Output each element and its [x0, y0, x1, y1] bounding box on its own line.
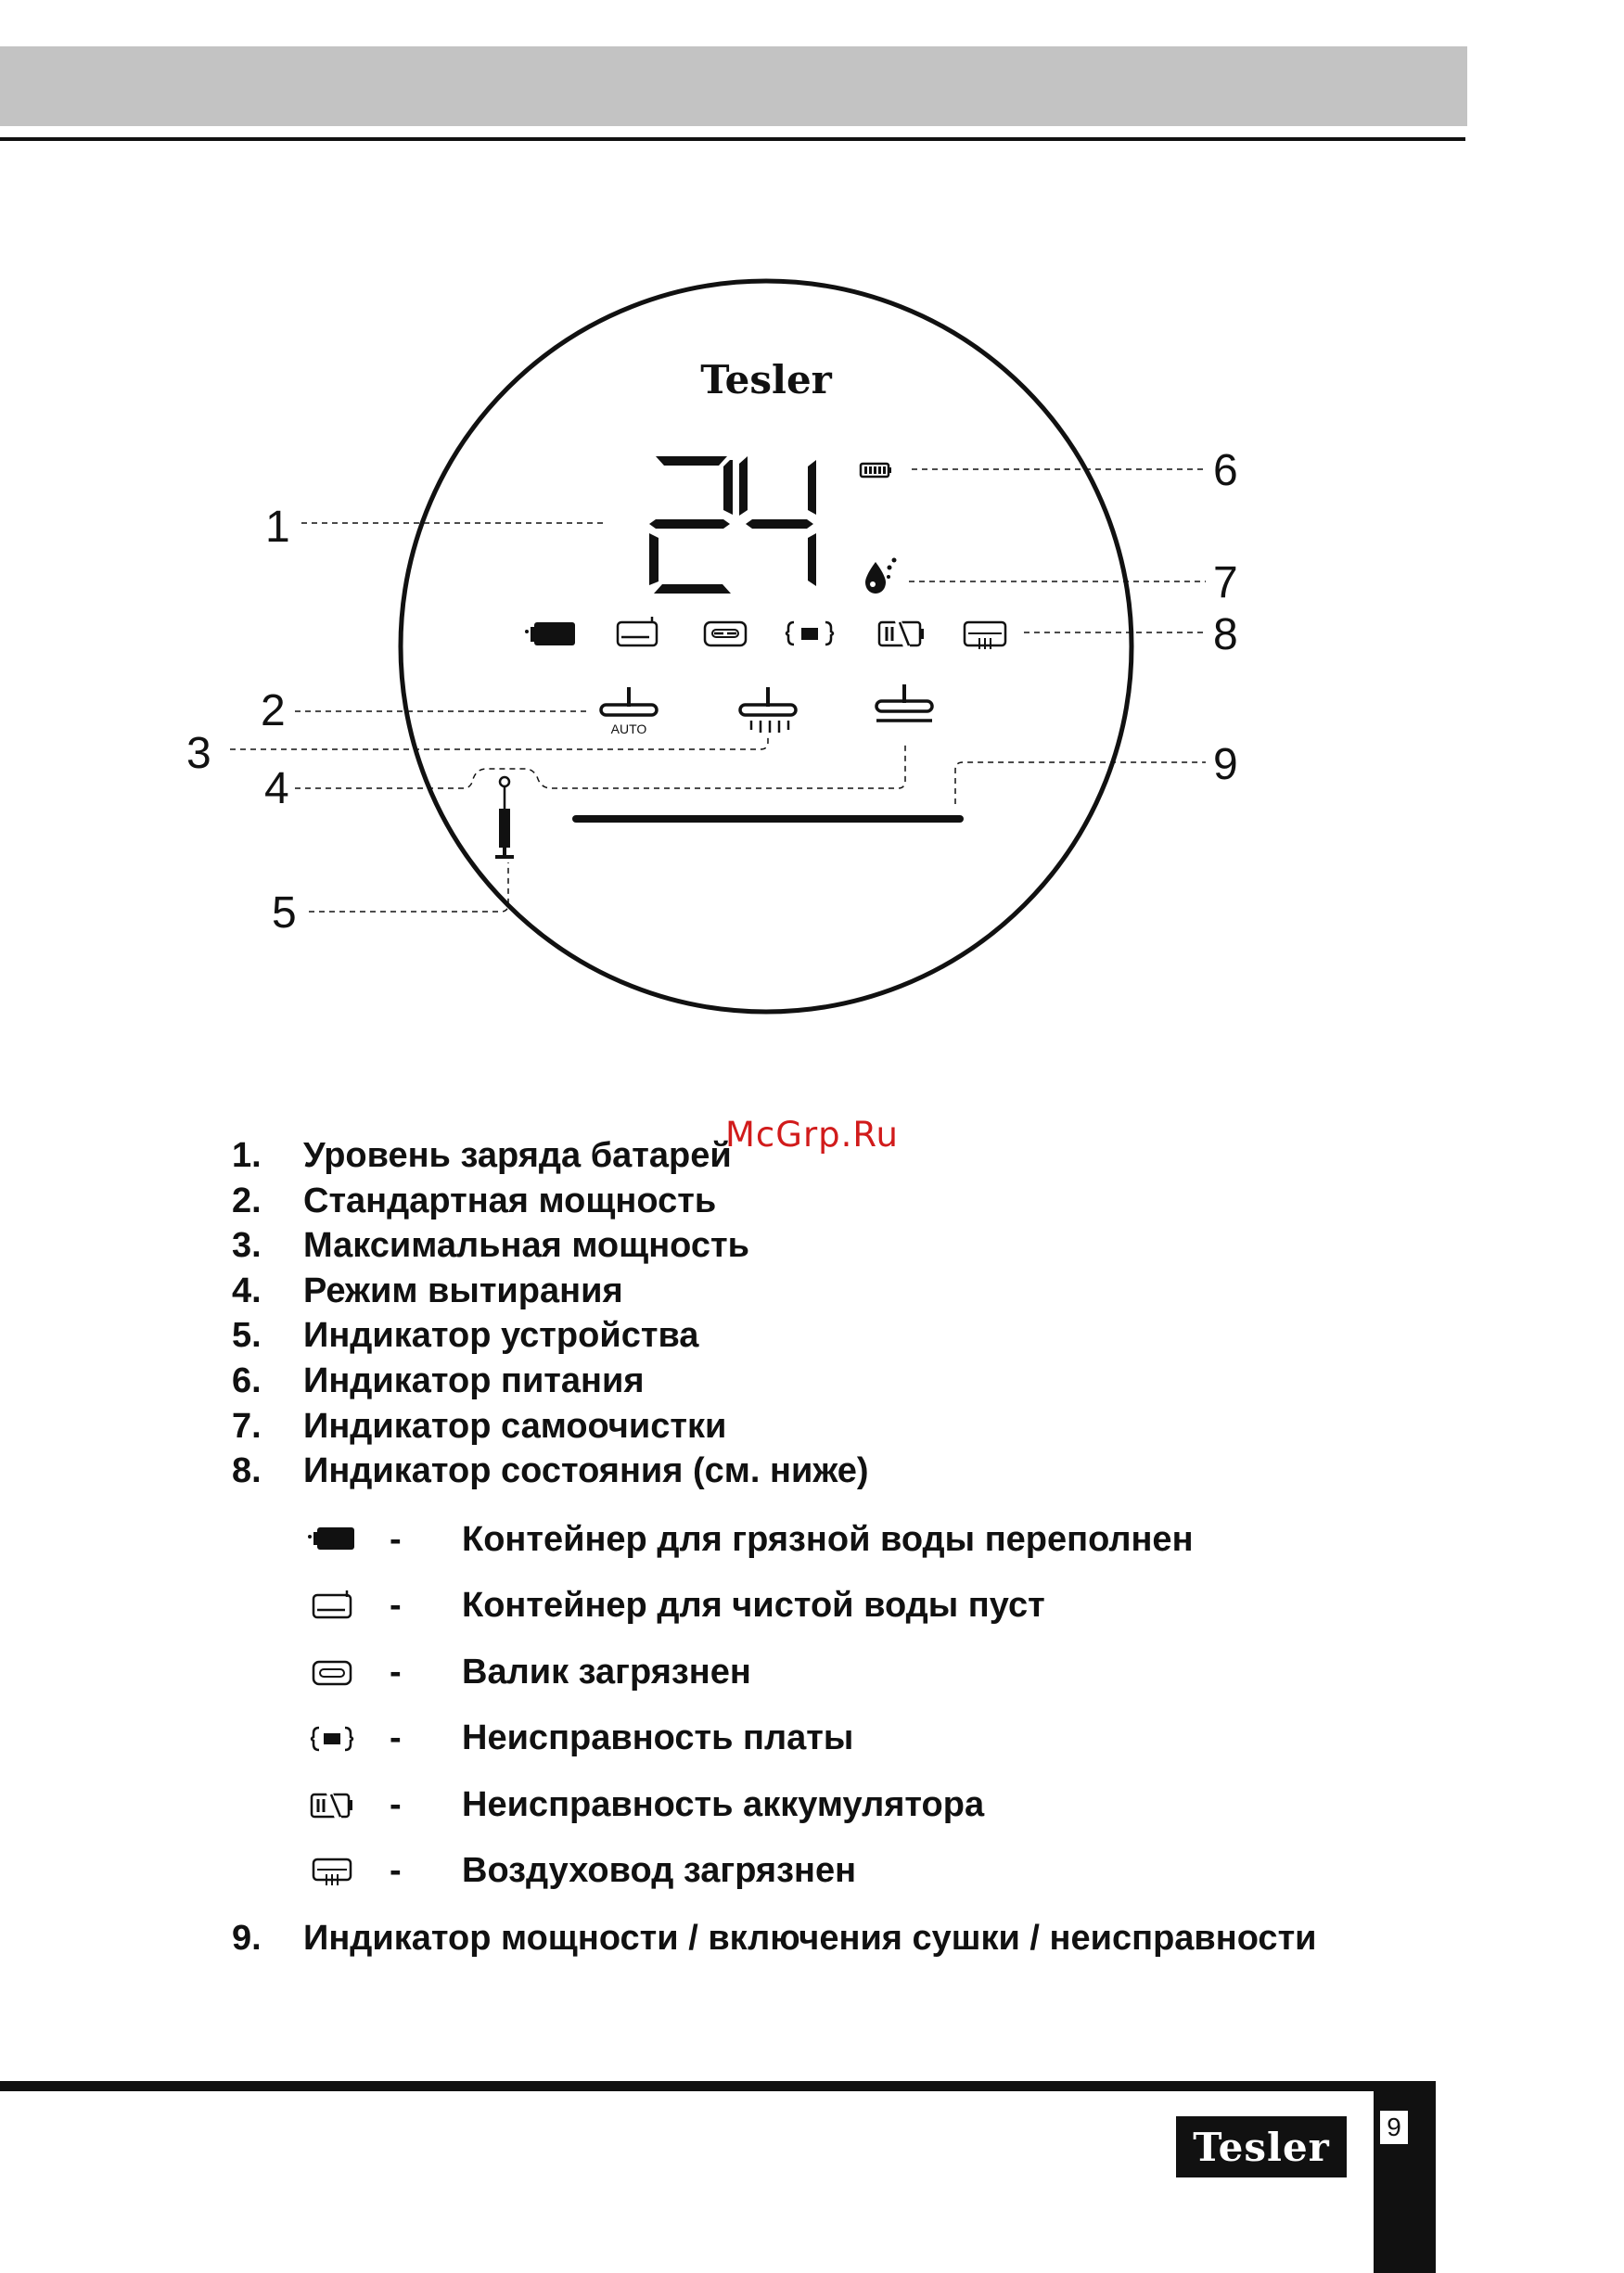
status-indicator-list [232, 1507, 1530, 1905]
panel-brand-logo: Tesler [700, 357, 832, 402]
battery-icon [861, 464, 891, 477]
clean-water-tank-empty-icon [304, 1590, 360, 1623]
battery-fault-icon [304, 1789, 360, 1822]
standard-power-icon [601, 687, 657, 715]
status-item: - Контейнер для чистой воды пуст [232, 1573, 1530, 1640]
roller-dirty-icon [705, 622, 746, 645]
dirty-water-tank-full-icon [525, 622, 575, 645]
air-duct-dirty-icon [304, 1855, 360, 1888]
page-number: 9 [1380, 2111, 1408, 2144]
callout-6: 6 [1213, 446, 1238, 495]
callout-9: 9 [1213, 740, 1238, 789]
board-fault-icon [304, 1722, 360, 1756]
status-item: - Неисправность платы [232, 1705, 1530, 1772]
dirty-water-tank-full-icon [304, 1524, 360, 1557]
list-item: 2. Стандартная мощность [232, 1181, 717, 1220]
callout-3: 3 [186, 729, 211, 778]
callout-8: 8 [1213, 610, 1238, 659]
callout-1: 1 [265, 503, 290, 552]
control-panel-diagram [0, 0, 1624, 1039]
roller-dirty-icon [304, 1656, 360, 1690]
clean-water-tank-empty-icon [618, 617, 657, 645]
board-fault-icon [786, 622, 833, 645]
list-item: 1. Уровень заряда батарей [232, 1136, 732, 1175]
mop-mode-icon [876, 684, 932, 721]
list-item: 5. Индикатор устройства [232, 1316, 699, 1356]
battery-level-display [649, 456, 816, 594]
status-item: - Контейнер для грязной воды переполнен [232, 1507, 1530, 1574]
self-clean-drop-icon [865, 558, 897, 594]
battery-fault-icon [879, 619, 924, 648]
list-item: 9. Индикатор мощности / включения сушки / неисправности [232, 1918, 1317, 1958]
footer-rule [0, 2081, 1436, 2091]
indicator-legend [232, 1133, 1530, 1960]
power-indicator-bar [572, 815, 964, 823]
list-item: 3. Максимальная мощность [232, 1226, 749, 1266]
callout-2: 2 [261, 686, 286, 735]
callout-5: 5 [272, 888, 297, 938]
device-indicator-icon [495, 777, 514, 859]
status-item: - Воздуховод загрязнен [232, 1838, 1530, 1905]
list-item: 4. Режим вытирания [232, 1271, 623, 1310]
callout-7: 7 [1213, 558, 1238, 607]
status-item: - Неисправность аккумулятора [232, 1772, 1530, 1839]
auto-mode-label: AUTO [610, 721, 647, 736]
callout-4: 4 [264, 764, 289, 813]
list-item: 8. Индикатор состояния (см. ниже) [232, 1451, 869, 1491]
watermark: McGrp.Ru [725, 1115, 899, 1155]
max-power-icon [740, 687, 796, 733]
list-item: 7. Индикатор самоочистки [232, 1406, 727, 1446]
status-item: - Валик загрязнен [232, 1640, 1530, 1706]
list-item: 6. Индикатор питания [232, 1360, 645, 1400]
air-duct-dirty-icon [965, 622, 1005, 649]
footer-brand-logo: Tesler [1176, 2116, 1347, 2177]
